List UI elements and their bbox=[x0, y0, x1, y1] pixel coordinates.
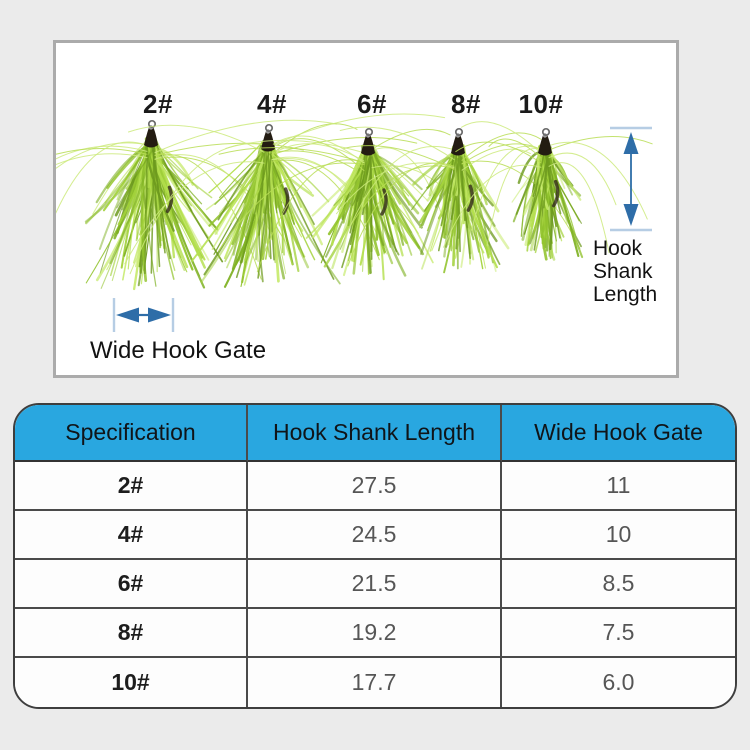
row-8-spec: 8# bbox=[15, 609, 248, 658]
row-4-gate: 10 bbox=[502, 511, 735, 560]
row-2-gate: 11 bbox=[502, 462, 735, 511]
header-hook-gate: Wide Hook Gate bbox=[502, 405, 735, 462]
header-specification: Specification bbox=[15, 405, 248, 462]
row-6-spec: 6# bbox=[15, 560, 248, 609]
shank-length-label: Hook Shank Length bbox=[593, 237, 658, 306]
row-6-gate: 8.5 bbox=[502, 560, 735, 609]
row-4-spec: 4# bbox=[15, 511, 248, 560]
row-10-spec: 10# bbox=[15, 658, 248, 707]
row-8-gate: 7.5 bbox=[502, 609, 735, 658]
spec-table bbox=[13, 403, 737, 709]
row-4-shank: 24.5 bbox=[248, 511, 502, 560]
size-label-2: 2# bbox=[143, 89, 173, 119]
size-label-6: 6# bbox=[357, 89, 387, 119]
row-10-shank: 17.7 bbox=[248, 658, 502, 707]
shank-length-arrow-icon bbox=[605, 126, 657, 232]
size-label-4: 4# bbox=[257, 89, 287, 119]
hook-gate-arrow-icon bbox=[106, 295, 182, 335]
row-2-spec: 2# bbox=[15, 462, 248, 511]
header-shank-length: Hook Shank Length bbox=[248, 405, 502, 462]
row-10-gate: 6.0 bbox=[502, 658, 735, 707]
row-8-shank: 19.2 bbox=[248, 609, 502, 658]
hook-gate-label: Wide Hook Gate bbox=[90, 337, 267, 364]
row-2-shank: 27.5 bbox=[248, 462, 502, 511]
size-label-10: 10# bbox=[518, 89, 564, 119]
product-photo-panel bbox=[53, 40, 679, 378]
row-6-shank: 21.5 bbox=[248, 560, 502, 609]
size-label-8: 8# bbox=[451, 89, 481, 119]
